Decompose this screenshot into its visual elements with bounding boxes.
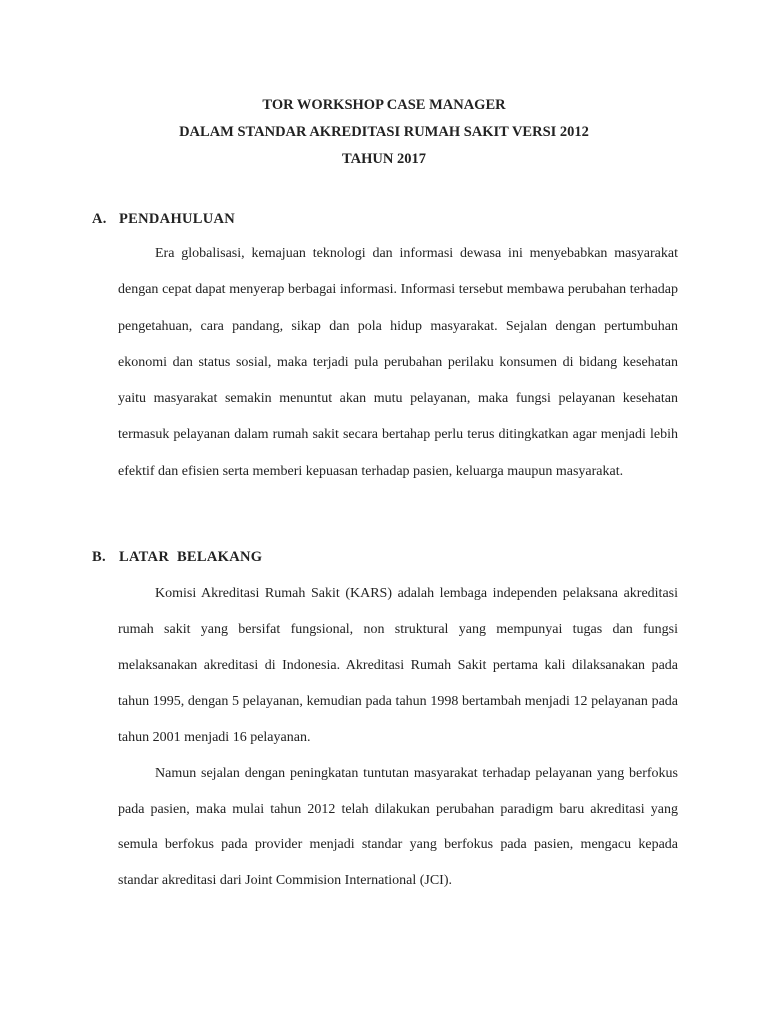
section-body-b xyxy=(118,576,678,898)
paragraph-kars: Komisi Akreditasi Rumah Sakit (KARS) adalah lembaga independen pelaksana akreditasi rumah sakit yang bersifat fungsional, non struktural yang mempunyai tugas dan fungsi melaksanakan akreditasi di Indonesia. Akreditasi Rumah Sakit pertama kali dilaksanakan pada tahun 1995, dengan 5 pelayanan, kemudian pada tahun 1998 bertambah menjadi 12 pelayanan pada tahun 2001 menjadi 16 pelayanan. xyxy=(118,586,678,745)
section-title-latar-belakang: LATAR BELAKANG xyxy=(119,549,263,565)
title-line-3: TAHUN 2017 xyxy=(342,151,426,167)
section-heading-a xyxy=(92,209,235,229)
title-line-2: DALAM STANDAR AKREDITASI RUMAH SAKIT VERSI 2012 xyxy=(179,124,589,140)
document-title xyxy=(0,92,768,173)
section-heading-b xyxy=(92,547,262,567)
paragraph-pendahuluan: Era globalisasi, kemajuan teknologi dan informasi dewasa ini menyebabkan masyarakat dengan cepat dapat menyerap berbagai informasi. Informasi tersebut membawa perubahan terhadap pengetahuan, cara pandang, sikap dan pola hidup masyarakat. Sejalan dengan pertumbuhan ekonomi dan status sosial, maka terjadi pula perubahan perilaku konsumen di bidang kesehatan yaitu masyarakat semakin menuntut akan mutu pelayanan, maka fungsi pelayanan kesehatan termasuk pelayanan dalam rumah sakit secara bertahap perlu terus ditingkatkan agar menjadi lebih efektif dan efisien serta memberi kepuasan terhadap pasien, keluarga maupun masyarakat. xyxy=(118,246,678,479)
section-letter-b: B. xyxy=(92,549,106,565)
section-body-a xyxy=(118,236,678,490)
section-title-pendahuluan: PENDAHULUAN xyxy=(119,211,236,227)
title-line-1: TOR WORKSHOP CASE MANAGER xyxy=(262,97,506,113)
section-letter-a: A. xyxy=(92,211,107,227)
paragraph-paradigm: Namun sejalan dengan peningkatan tuntutan masyarakat terhadap pelayanan yang berfokus pada pasien, maka mulai tahun 2012 telah dilakukan perubahan paradigm baru akreditasi yang semula berfokus pada provider menjadi standar yang berfokus pada pasien, mengacu kepada standar akreditasi dari Joint Commision International (JCI). xyxy=(118,766,678,888)
